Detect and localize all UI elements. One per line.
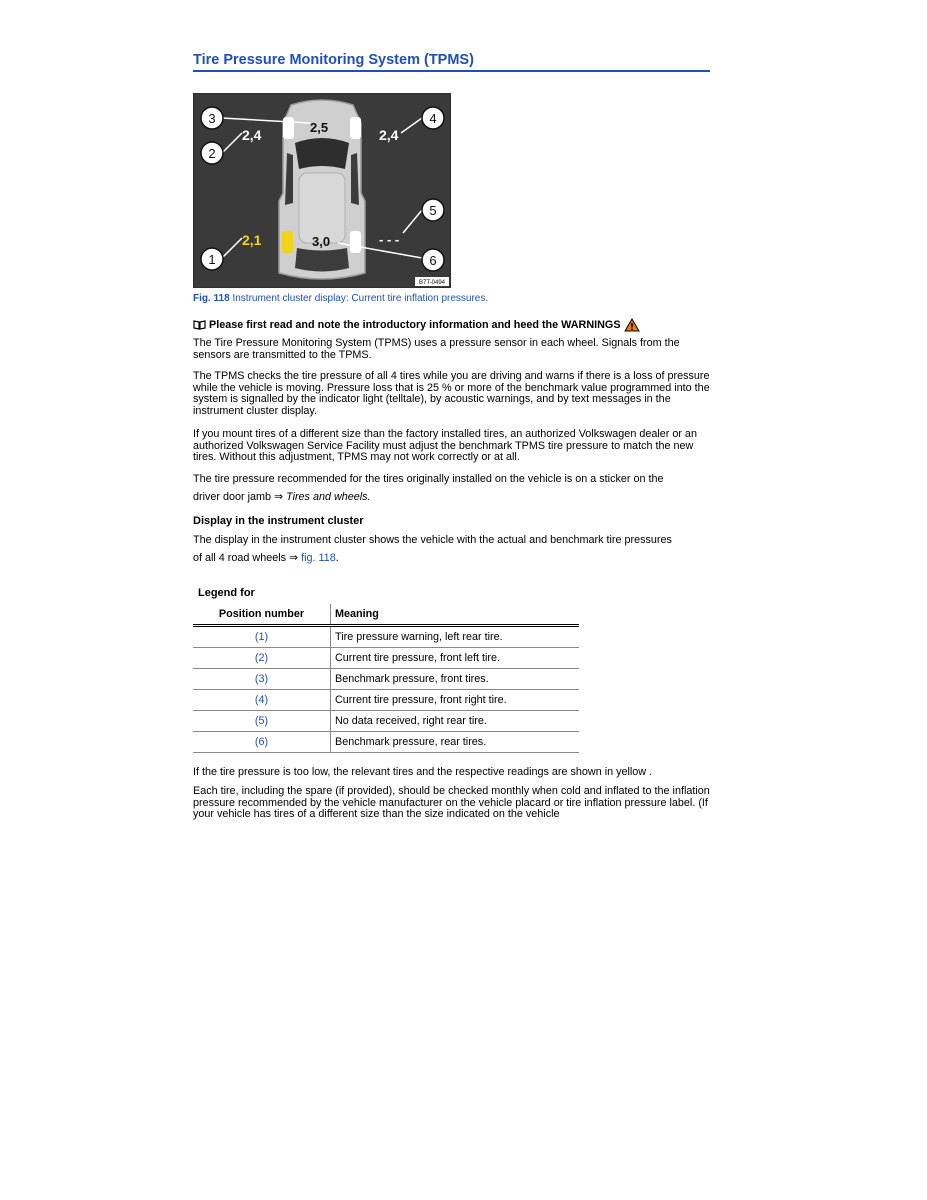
paragraph-display-text: of all 4 road wheels ⇒	[193, 552, 299, 564]
table-row	[193, 711, 579, 732]
figure-label: Fig. 118	[193, 293, 230, 304]
reading-front-right: 2,4	[379, 127, 399, 143]
table-row	[193, 732, 579, 753]
table-row	[193, 669, 579, 690]
image-code: B7T-0494	[418, 280, 446, 286]
legend-position-link[interactable]: (6)	[193, 732, 331, 753]
legend-position-link[interactable]: (5)	[193, 711, 331, 732]
paragraph-sticker-2	[193, 492, 713, 504]
legend-title: Legend for	[198, 587, 255, 599]
legend-position-link[interactable]: (4)	[193, 690, 331, 711]
callout-2-label: 2	[208, 146, 216, 161]
figure-caption-text: Instrument cluster display: Current tire inflation pressures.	[232, 293, 489, 304]
legend-meaning: No data received, right rear tire.	[331, 711, 580, 732]
tire-front-right	[350, 117, 361, 139]
paragraph-sticker-text: driver door jamb ⇒	[193, 491, 284, 503]
tpms-figure	[193, 93, 451, 288]
legend-position-link[interactable]: (1)	[193, 626, 331, 648]
legend-col-position: Position number	[193, 604, 331, 626]
tire-rear-right	[350, 231, 361, 253]
paragraph-sticker-1: The tire pressure recommended for the tires originally installed on the vehicle is on a sticker on the	[193, 473, 664, 485]
paragraph-display-end: .	[335, 552, 339, 564]
warning-triangle-icon	[624, 318, 640, 332]
legend-meaning: Tire pressure warning, left rear tire.	[331, 626, 580, 648]
legend-meaning: Benchmark pressure, front tires.	[331, 669, 580, 690]
callout-3-label: 3	[208, 111, 216, 126]
book-icon	[193, 320, 206, 330]
paragraph-monthly-check: Each tire, including the spare (if provided), should be checked monthly when cold and inflated to the inflation pressure recommended by the vehicle manufacturer on the vehicle placard or tire inflation pressure label. (If your vehicle has tires of a different size than the size indicated on the vehicle	[193, 785, 710, 820]
figure-caption	[193, 293, 488, 304]
legend-table	[193, 604, 579, 753]
reading-rear-left: 2,1	[242, 232, 262, 248]
callout-6-label: 6	[429, 253, 437, 268]
paragraph-tire-size: If you mount tires of a different size than the factory installed tires, an authorized Volkswagen dealer or an authorized Volkswagen Service Facility must adjust the benchmark TPMS tire pressure to match the new tires. Without this adjustment, TPMS may not work correctly or at all.	[193, 428, 697, 463]
callout-5-label: 5	[429, 203, 437, 218]
reading-rear-right: - - -	[379, 232, 400, 247]
paragraph-low-pressure: If the tire pressure is too low, the relevant tires and the respective readings are shown in yellow .	[193, 766, 653, 778]
callout-1-label: 1	[208, 252, 216, 267]
car-windshield	[295, 138, 349, 169]
paragraph-display-1: The display in the instrument cluster shows the vehicle with the actual and benchmark tire pressures	[193, 534, 672, 546]
paragraph-tpms-checks: The TPMS checks the tire pressure of all 4 tires while you are driving and warns if there is a loss of pressure while the vehicle is moving. Pressure loss that is 25 % or more of the benchmark value programmed into the system is signalled by the indicator light (telltale), by acoustic warnings, and by text messages in the instrument cluster display.	[193, 370, 710, 417]
legend-position-link[interactable]: (2)	[193, 648, 331, 669]
table-row	[193, 626, 579, 648]
legend-meaning: Benchmark pressure, rear tires.	[331, 732, 580, 753]
tire-rear-left	[282, 231, 293, 253]
section-heading: Display in the instrument cluster	[193, 515, 364, 527]
table-row	[193, 648, 579, 669]
table-row	[193, 690, 579, 711]
tire-front-left	[283, 117, 294, 139]
tires-and-wheels-link[interactable]: Tires and wheels.	[286, 491, 371, 503]
reading-front-left: 2,4	[242, 127, 262, 143]
warnings-note-text: Please first read and note the introductory information and heed the WARNINGS	[209, 319, 621, 331]
callout-4-label: 4	[429, 111, 437, 126]
paragraph-intro: The Tire Pressure Monitoring System (TPMS) uses a pressure sensor in each wheel. Signals from the sensors are transmitted to the TPMS.	[193, 337, 680, 361]
legend-meaning: Current tire pressure, front left tire.	[331, 648, 580, 669]
paragraph-display-2	[193, 553, 713, 565]
legend-position-link[interactable]: (3)	[193, 669, 331, 690]
legend-col-meaning: Meaning	[335, 608, 379, 620]
warnings-note	[193, 318, 640, 332]
reading-front-benchmark: 2,5	[310, 120, 329, 135]
reading-rear-benchmark: 3,0	[312, 234, 331, 249]
page-title: Tire Pressure Monitoring System (TPMS)	[193, 52, 710, 72]
legend-meaning: Current tire pressure, front right tire.	[331, 690, 580, 711]
fig-118-link[interactable]: fig. 118	[301, 552, 336, 564]
